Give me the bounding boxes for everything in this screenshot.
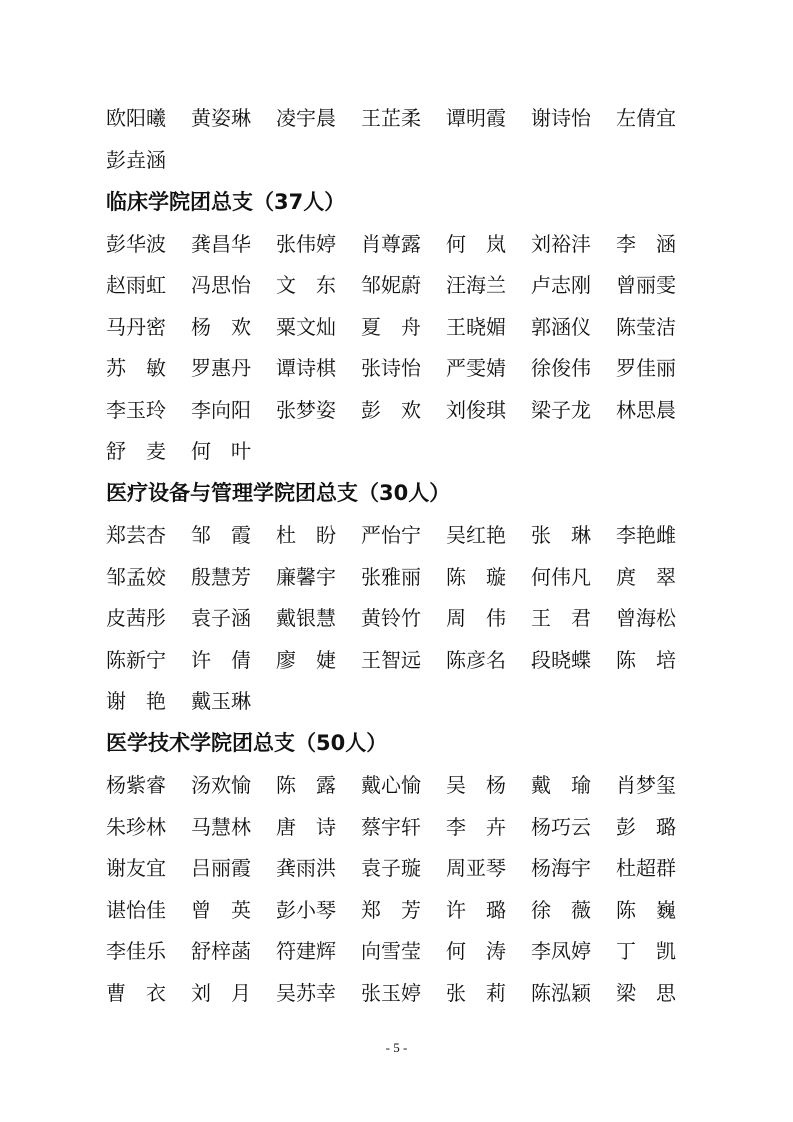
member-name: 刘 月	[191, 980, 251, 1005]
member-name: 彭 璐	[616, 814, 676, 839]
member-name: 谢 艳	[106, 689, 166, 713]
name-row	[106, 272, 706, 298]
member-name: 段晓蝶	[531, 647, 591, 672]
name-row	[106, 397, 706, 423]
member-name: 何 叶	[191, 439, 251, 463]
member-name: 罗佳丽	[616, 356, 676, 380]
member-name: 卢志刚	[531, 273, 591, 297]
name-row	[106, 314, 706, 340]
member-name: 戴心愉	[361, 773, 421, 797]
member-name: 吴 杨	[446, 773, 506, 797]
member-name: 苏 敏	[106, 356, 166, 380]
member-name: 殷慧芳	[191, 564, 251, 589]
member-name: 梁子龙	[531, 397, 591, 422]
member-name: 张 琳	[531, 523, 591, 547]
member-name: 刘裕沣	[531, 231, 591, 256]
member-name: 粟文灿	[276, 314, 336, 339]
member-name: 廖 婕	[276, 647, 336, 672]
member-name: 王晓媚	[446, 314, 506, 339]
member-name: 陈彦名	[446, 647, 506, 672]
member-name: 马慧林	[191, 814, 251, 839]
name-row	[106, 231, 706, 257]
name-row	[106, 147, 706, 173]
member-name: 陈 露	[276, 773, 336, 797]
member-name: 谢诗怡	[531, 106, 591, 130]
member-name: 周 伟	[446, 606, 506, 630]
member-name: 符建辉	[276, 939, 336, 963]
name-row	[106, 772, 706, 798]
member-name: 张玉婷	[361, 980, 421, 1005]
member-name: 杨紫睿	[106, 773, 166, 797]
member-name: 李 卉	[446, 814, 506, 839]
name-row	[106, 897, 706, 923]
member-name: 戴银慧	[276, 606, 336, 630]
member-name: 邹孟姣	[106, 564, 166, 589]
member-name: 马丹密	[106, 314, 166, 339]
member-name: 何 涛	[446, 939, 506, 963]
member-name: 黄姿琳	[191, 106, 251, 130]
member-name: 李 涵	[616, 231, 676, 256]
member-name: 陈 培	[616, 647, 676, 672]
member-name: 郑 芳	[361, 897, 421, 922]
member-name: 张伟婷	[276, 231, 336, 256]
member-name: 曾海松	[616, 606, 676, 630]
member-name: 黄铃竹	[361, 606, 421, 630]
member-name: 张梦姿	[276, 397, 336, 422]
member-name: 陈新宁	[106, 647, 166, 672]
member-name: 肖梦玺	[616, 773, 676, 797]
member-name: 夏 舟	[361, 314, 421, 339]
member-name: 舒梓菡	[191, 939, 251, 963]
member-name: 何伟凡	[531, 564, 591, 589]
member-name: 王 君	[531, 606, 591, 630]
name-row	[106, 980, 706, 1006]
member-name: 郭涵仪	[531, 314, 591, 339]
page-number: - 5 -	[385, 1040, 408, 1055]
member-name: 邹 霞	[191, 523, 251, 547]
member-name: 赵雨虹	[106, 273, 166, 297]
member-name: 龚昌华	[191, 231, 251, 256]
member-name: 杨巧云	[531, 814, 591, 839]
member-name: 何 岚	[446, 231, 506, 256]
member-name: 李凤婷	[531, 939, 591, 963]
member-name: 罗惠丹	[191, 356, 251, 380]
member-name: 严雯婧	[446, 356, 506, 380]
member-name: 唐 诗	[276, 814, 336, 839]
member-name: 张雅丽	[361, 564, 421, 589]
member-name: 彭小琴	[276, 897, 336, 922]
member-name: 向雪莹	[361, 939, 421, 963]
member-name: 徐俊伟	[531, 356, 591, 380]
name-row	[106, 938, 706, 964]
member-name: 谌怡佳	[106, 897, 166, 922]
name-row	[106, 564, 706, 590]
member-name: 彭华波	[106, 231, 166, 256]
member-name: 邹妮蔚	[361, 273, 421, 297]
member-name: 李玉玲	[106, 397, 166, 422]
member-name: 吴苏幸	[276, 980, 336, 1005]
name-row	[106, 814, 706, 840]
member-name: 张 莉	[446, 980, 506, 1005]
member-name: 陈莹洁	[616, 314, 676, 339]
member-name: 郑芸杏	[106, 523, 166, 547]
member-name: 凌宇晨	[276, 106, 336, 130]
name-row	[106, 605, 706, 631]
section-heading: 医学技术学院团总支（50人）	[106, 731, 388, 755]
member-name: 陈泓颖	[531, 980, 591, 1005]
member-name: 王芷柔	[361, 106, 421, 130]
member-name: 严怡宁	[361, 523, 421, 547]
member-name: 刘俊琪	[446, 397, 506, 422]
name-row	[106, 438, 706, 464]
member-name: 林思晨	[616, 397, 676, 422]
member-name: 彭垚涵	[106, 147, 166, 172]
member-name: 杨 欢	[191, 314, 251, 339]
member-name: 杜 盼	[276, 523, 336, 547]
member-name: 丁 凯	[616, 939, 676, 963]
member-name: 汤欢愉	[191, 773, 251, 797]
member-name: 彭 欢	[361, 397, 421, 422]
name-row	[106, 522, 706, 548]
member-name: 吕丽霞	[191, 856, 251, 880]
member-name: 龚雨洪	[276, 856, 336, 880]
member-name: 袁子璇	[361, 856, 421, 880]
name-row	[106, 105, 706, 131]
member-name: 庹 翠	[616, 564, 676, 589]
member-name: 袁子涵	[191, 606, 251, 630]
member-name: 陈 璇	[446, 564, 506, 589]
member-name: 左倩宜	[616, 106, 676, 130]
member-name: 李艳雌	[616, 523, 676, 547]
member-name: 冯思怡	[191, 273, 251, 297]
member-name: 曹 衣	[106, 980, 166, 1005]
member-name: 陈 巍	[616, 897, 676, 922]
member-name: 许 璐	[446, 897, 506, 922]
member-name: 许 倩	[191, 647, 251, 672]
name-row	[106, 355, 706, 381]
section-heading: 医疗设备与管理学院团总支（30人）	[106, 481, 451, 505]
member-name: 肖尊露	[361, 231, 421, 256]
member-name: 蔡宇轩	[361, 814, 421, 839]
member-name: 杜超群	[616, 856, 676, 880]
member-name: 戴 瑜	[531, 773, 591, 797]
member-name: 皮茜彤	[106, 606, 166, 630]
member-name: 张诗怡	[361, 356, 421, 380]
member-name: 谭诗棋	[276, 356, 336, 380]
member-name: 舒 麦	[106, 439, 166, 463]
member-name: 周亚琴	[446, 856, 506, 880]
member-name: 李向阳	[191, 397, 251, 422]
member-name: 王智远	[361, 647, 421, 672]
member-name: 文 东	[276, 273, 336, 297]
member-name: 朱珍林	[106, 814, 166, 839]
member-name: 汪海兰	[446, 273, 506, 297]
member-name: 李佳乐	[106, 939, 166, 963]
member-name: 梁 思	[616, 980, 676, 1005]
name-row	[106, 855, 706, 881]
member-name: 吴红艳	[446, 523, 506, 547]
section-heading: 临床学院团总支（37人）	[106, 189, 346, 214]
member-name: 杨海宇	[531, 856, 591, 880]
name-row	[106, 688, 706, 714]
name-row	[106, 647, 706, 673]
member-name: 谭明霞	[446, 106, 506, 130]
member-name: 戴玉琳	[191, 689, 251, 713]
member-name: 廉馨宇	[276, 564, 336, 589]
member-name: 曾丽雯	[616, 273, 676, 297]
member-name: 曾 英	[191, 897, 251, 922]
member-name: 欧阳曦	[106, 106, 166, 130]
member-name: 徐 薇	[531, 897, 591, 922]
member-name: 谢友宜	[106, 856, 166, 880]
